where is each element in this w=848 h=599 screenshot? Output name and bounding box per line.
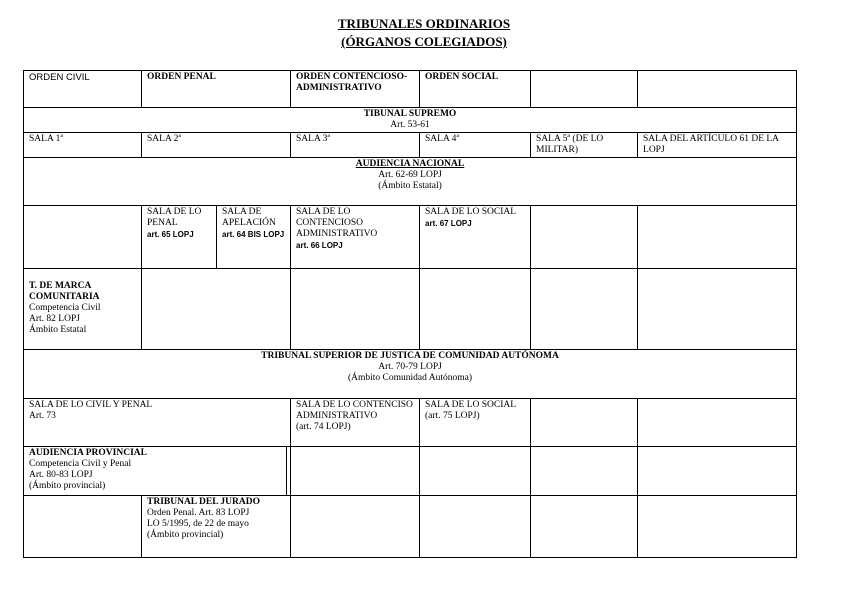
empty-cell <box>142 269 291 350</box>
order-penal: ORDEN PENAL <box>147 72 216 82</box>
provincial-row <box>24 447 797 496</box>
empty-cell <box>286 447 290 495</box>
nacional-ref: Art. 62-69 LOPJ <box>378 170 442 180</box>
provincial-cell <box>24 447 291 496</box>
tsj-social-cell <box>420 399 531 447</box>
supremo-header-cell <box>24 108 797 133</box>
empty-cell <box>291 269 420 350</box>
provincial-line1: Competencia Civil y Penal <box>29 459 132 469</box>
order-civil: ORDEN CIVIL <box>29 72 90 83</box>
supremo-sala-3: SALA 3ª <box>291 133 420 158</box>
empty-cell <box>420 269 531 350</box>
order-contencioso-cell <box>291 71 420 108</box>
jurado-line2: LO 5/1995, de 22 de mayo <box>147 519 249 529</box>
empty-cell <box>531 269 638 350</box>
tsj-social-ref: (art. 75 LOPJ) <box>425 411 480 421</box>
nacional-apelacion-cell <box>217 206 291 269</box>
nacional-header-cell <box>24 158 797 206</box>
tsj-contencioso-cell <box>291 399 420 447</box>
marca-line1: Competencia Civil <box>29 303 101 313</box>
supremo-title: TIBUNAL SUPREMO <box>363 109 457 119</box>
tsj-title: TRIBUNAL SUPERIOR DE JUSTICA DE COMUNIDAD AUTÓNOMA <box>261 351 559 361</box>
supremo-sala-5: SALA 5ª (DE LO MILITAR) <box>531 133 638 158</box>
order-social-cell <box>420 71 531 108</box>
order-penal-cell <box>142 71 291 108</box>
nacional-penal-label: SALA DE LO PENAL <box>147 207 202 228</box>
empty-cell <box>638 206 797 269</box>
nacional-contencioso-cell <box>291 206 420 269</box>
tsj-header-row <box>24 350 797 399</box>
marca-row <box>24 269 797 350</box>
supremo-sala-4: SALA 4ª <box>420 133 531 158</box>
nacional-header-row <box>24 158 797 206</box>
empty-cell <box>531 71 638 108</box>
tsj-ref: Art. 70-79 LOPJ <box>378 362 442 372</box>
nacional-apelacion-label: SALA DE APELACIÓN <box>222 207 276 228</box>
empty-cell <box>420 447 531 496</box>
nacional-ambito: (Ámbito Estatal) <box>378 181 442 191</box>
empty-cell <box>638 71 797 108</box>
empty-cell <box>638 447 797 496</box>
provincial-line3: (Ámbito provincial) <box>29 481 106 491</box>
marca-cell <box>24 269 142 350</box>
nacional-social-ref: art. 67 LOPJ <box>425 219 472 228</box>
tsj-civil-penal-ref: Art. 73 <box>29 411 56 421</box>
order-civil-cell <box>24 71 142 108</box>
jurado-row <box>24 496 797 558</box>
empty-cell <box>420 496 531 558</box>
jurado-cell <box>142 496 291 558</box>
tsj-header-cell <box>24 350 797 399</box>
marca-line3: Ámbito Estatal <box>29 325 87 335</box>
empty-cell <box>638 269 797 350</box>
nacional-social-cell <box>420 206 531 269</box>
tsj-contencioso-ref: (art. 74 LOPJ) <box>296 422 351 432</box>
nacional-apelacion-ref: art. 64 BIS LOPJ <box>222 230 285 239</box>
empty-cell <box>291 496 420 558</box>
supremo-ref: Art. 53-61 <box>390 120 430 130</box>
tsj-civil-penal-cell <box>24 399 291 447</box>
nacional-social-label: SALA DE LO SOCIAL <box>425 207 517 217</box>
supremo-sala-61: SALA DEL ARTÍCULO 61 DE LA LOPJ <box>638 133 797 158</box>
tsj-contencioso-label: SALA DE LO CONTENCISO ADMINISTRATIVO <box>296 400 413 421</box>
empty-cell <box>638 399 797 447</box>
tsj-salas-row <box>24 399 797 447</box>
empty-cell <box>638 496 797 558</box>
jurado-line1: Orden Penal. Art. 83 LOPJ <box>147 508 250 518</box>
nacional-penal-ref: art. 65 LOPJ <box>147 230 194 239</box>
supremo-sala-1: SALA 1ª <box>24 133 142 158</box>
empty-cell <box>24 206 142 269</box>
orders-row <box>24 71 797 108</box>
nacional-salas-row <box>24 206 797 269</box>
empty-cell <box>531 399 638 447</box>
nacional-penal-cell <box>142 206 217 269</box>
supremo-header-row <box>24 108 797 133</box>
provincial-line2: Art. 80-83 LOPJ <box>29 470 93 480</box>
tsj-social-label: SALA DE LO SOCIAL <box>425 400 517 410</box>
provincial-text-cell <box>24 447 286 495</box>
nacional-contencioso-ref: art. 66 LOPJ <box>296 241 343 250</box>
tribunals-table <box>23 70 797 558</box>
marca-line2: Art. 82 LOPJ <box>29 314 80 324</box>
nacional-contencioso-label: SALA DE LO CONTENCIOSO ADMINISTRATIVO <box>296 207 378 239</box>
empty-cell <box>531 496 638 558</box>
provincial-title: AUDIENCIA PROVINCIAL <box>29 448 147 458</box>
tsj-civil-penal-label: SALA DE LO CIVIL Y PENAL <box>29 400 153 410</box>
order-social: ORDEN SOCIAL <box>425 72 499 82</box>
order-contencioso: ORDEN CONTENCIOSO-ADMINISTRATIVO <box>296 72 408 93</box>
empty-cell <box>24 496 142 558</box>
supremo-sala-2: SALA 2ª <box>142 133 291 158</box>
page-title: TRIBUNALES ORDINARIOS <box>337 16 511 31</box>
empty-cell <box>291 447 420 496</box>
tsj-ambito: (Ámbito Comunidad Autónoma) <box>347 373 473 383</box>
nacional-title: AUDIENCIA NACIONAL <box>355 159 465 169</box>
page-subtitle: (ÓRGANOS COLEGIADOS) <box>341 34 507 49</box>
provincial-inner <box>24 447 290 495</box>
jurado-line3: (Ámbito provincial) <box>147 530 224 540</box>
empty-cell <box>531 447 638 496</box>
supremo-salas-row <box>24 133 797 158</box>
jurado-title: TRIBUNAL DEL JURADO <box>147 497 260 507</box>
empty-cell <box>531 206 638 269</box>
marca-title: T. DE MARCA COMUNITARIA <box>29 281 100 302</box>
